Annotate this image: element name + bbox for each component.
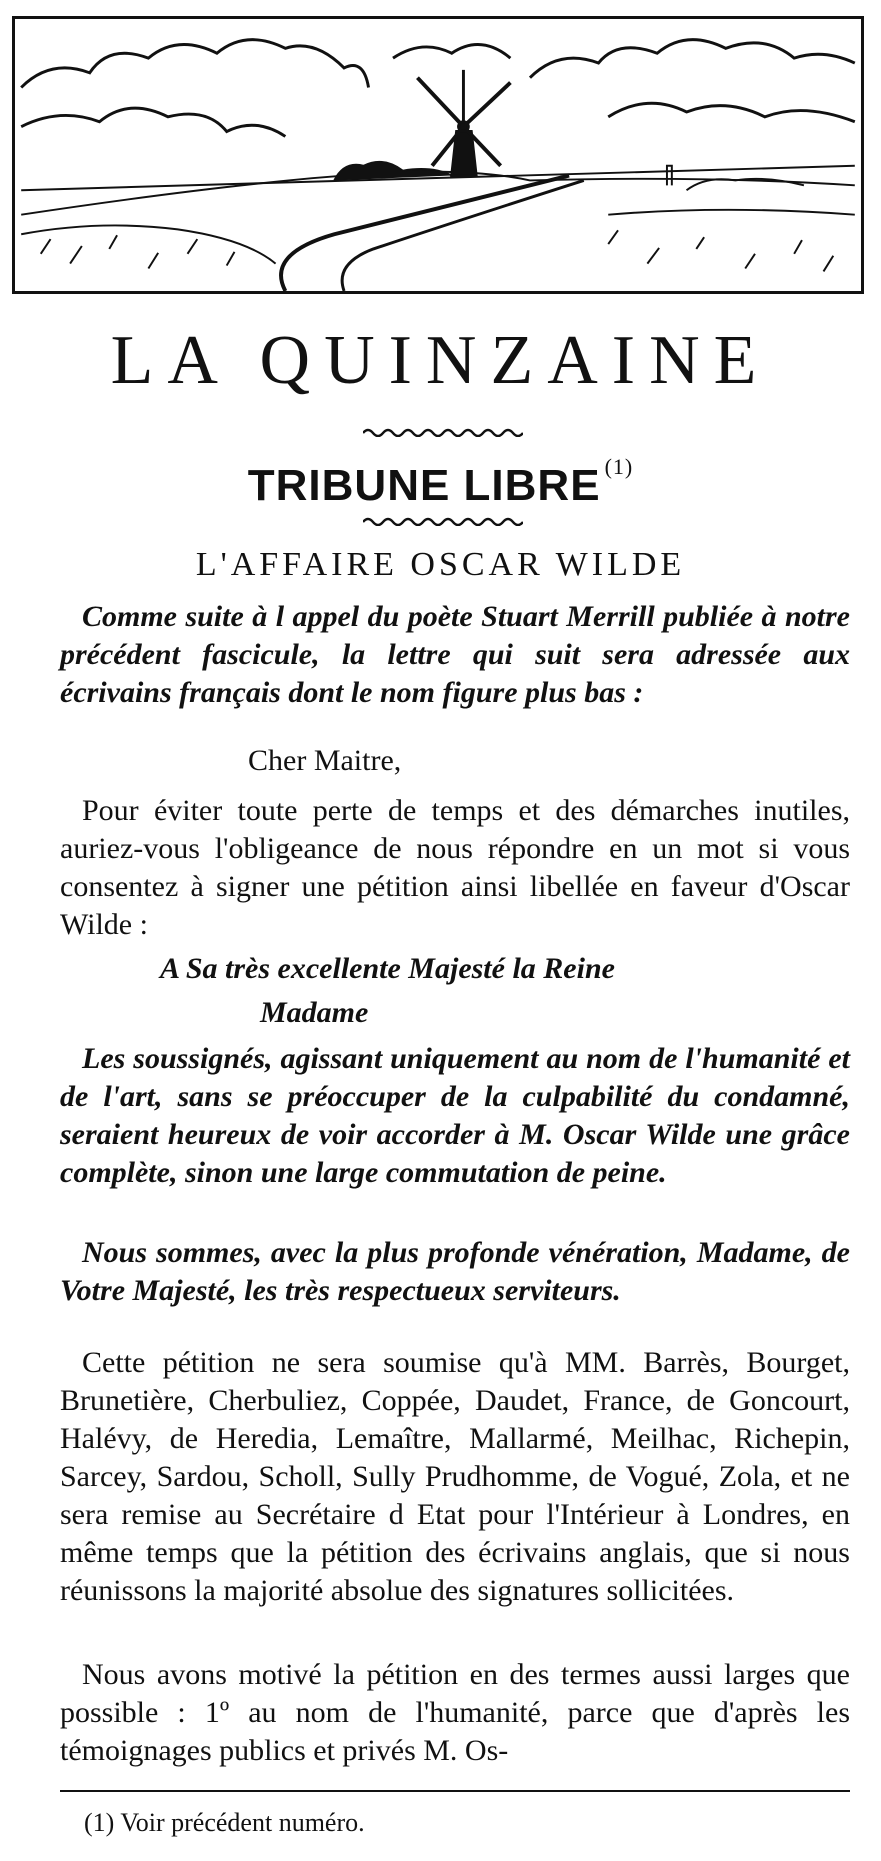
footnote-rule [60,1790,850,1792]
wavy-divider [363,514,523,526]
masthead-title: LA QUINZAINE [110,322,771,399]
road-shape [342,180,584,291]
cloud-shape [21,108,285,136]
body-paragraph: Cette pétition ne sera soumise qu'à MM. Barrès, Bourget, Brunetière, Cherbuliez, Coppée, Daudet, France, de Goncourt, Halévy, de Heredia, Lemaître, Mallarmé, Meilhac, Richepin, Sarcey, Sardou, Scholl, Sully Prudhomme, de Vogué, Zola, et ne sera remise au Secrétaire d Etat pour l'Intérieur à Londres, en même temps que la pétition des écrivains anglais, que si nous réunissons la majorité absolue des signatures sollicitées. [60,1346,850,1607]
body-paragraph: Pour éviter toute perte de temps et des démarches inutiles, auriez-vous l'obligeance de nous répondre en un mot si vous consentez à signer une pétition ainsi libellée en faveur d'Oscar Wilde : [60,794,850,941]
article-headline: L'AFFAIRE OSCAR WILDE [195,546,686,583]
section-heading: TRIBUNE LIBRE $^{(1)}$ [247,454,634,510]
cloud-shape [608,103,855,121]
petition-body: Les soussignés, agissant uniquement au nom de l'humanité et de l'art, sans se préoccuper de la culpabilité du condamné, seraient heureux de voir accorder à M. Oscar Wilde une grâce complète, sinon une large commutation de peine. [60,1042,850,1189]
petition-madame: Madame [260,996,369,1029]
windmill-icon [417,70,510,176]
landscape-illustration [12,16,864,294]
footnote: (1) Voir précédent numéro. [84,1808,365,1837]
cloud-shape [21,40,368,88]
wavy-divider [363,425,523,437]
footnote-marker: (1) [604,454,634,479]
cloud-shape [393,45,510,59]
cloud-shape [530,40,855,78]
petition-closing: Nous sommes, avec la plus profonde vénération, Madame, de Votre Majesté, les très respectueux serviteurs. [60,1236,850,1307]
body-paragraph: Nous avons motivé la pétition en des termes aussi larges que possible : 1º au nom de l'humanité, parce que d'après les témoignages publics et privés M. Os- [60,1658,850,1767]
petition-address: A Sa très excellente Majesté la Reine [160,952,615,985]
salutation: Cher Maitre, [248,744,402,777]
intro-paragraph: Comme suite à l appel du poète Stuart Merrill publiée à notre précédent fascicule, la lettre qui suit sera adressée aux écrivains français dont le nom figure plus bas : [60,600,850,709]
